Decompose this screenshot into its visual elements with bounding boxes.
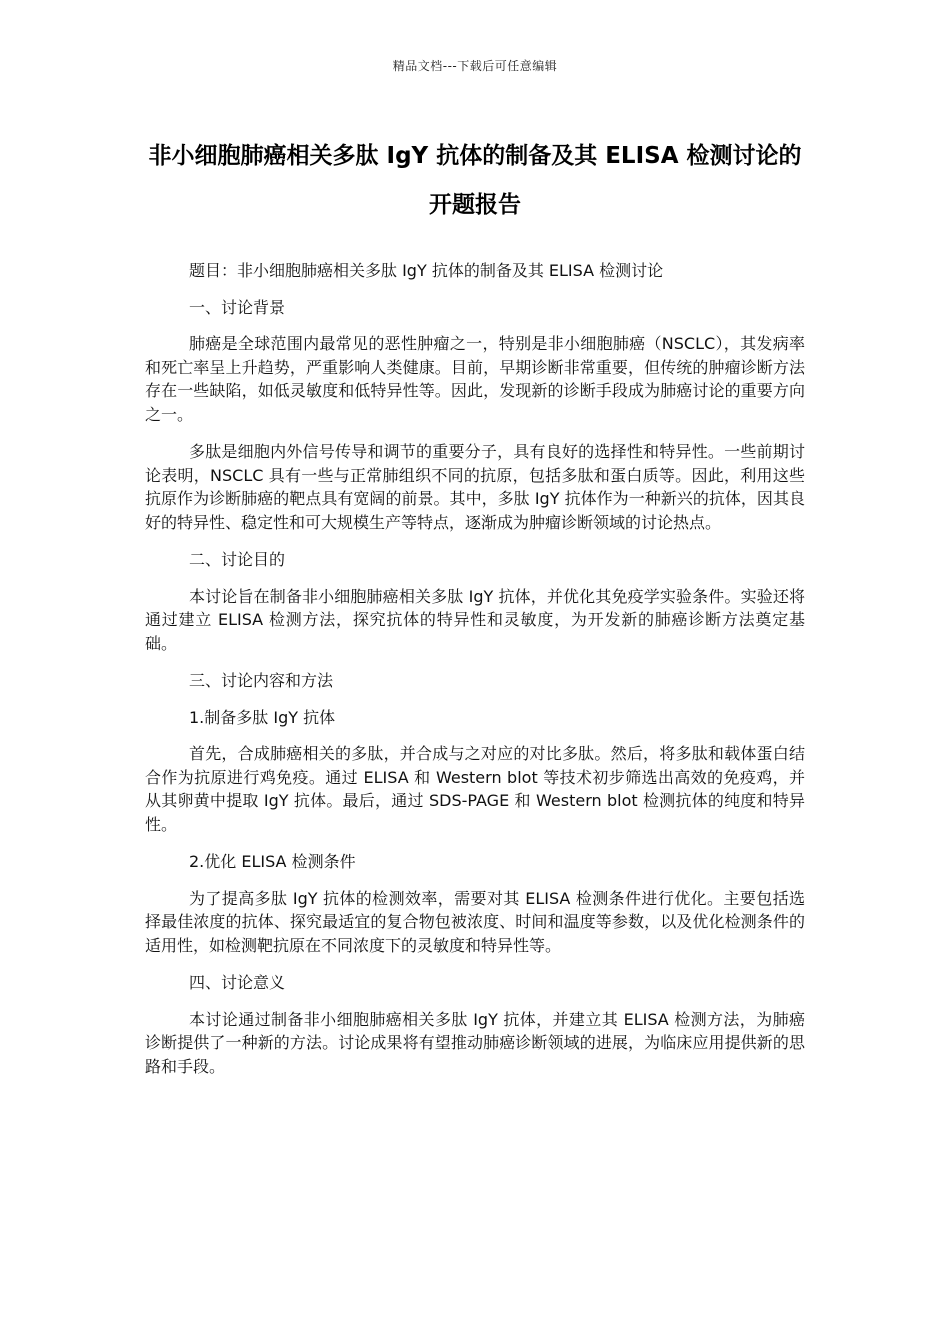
paragraph: 首先，合成肺癌相关的多肽，并合成与之对应的对比多肽。然后，将多肽和载体蛋白结合作为抗原进行鸡免疫。通过 ELISA 和 Western blot 等技术初步筛选出高效的免疫鸡，并从其卵黄中提取 IgY 抗体。最后，通过 SDS-PAGE 和 Western blot 检测抗体的纯度和特异性。 <box>145 744 805 834</box>
paragraph: 肺癌是全球范围内最常见的恶性肿瘤之一，特别是非小细胞肺癌（NSCLC），其发病率和死亡率呈上升趋势，严重影响人类健康。目前，早期诊断非常重要，但传统的肿瘤诊断方法存在一些缺陷，如低灵敏度和低特异性等。因此，发现新的诊断手段成为肺癌讨论的重要方向之一。 <box>145 334 805 424</box>
section-heading-methods: 三、讨论内容和方法 <box>189 671 334 690</box>
paragraph: 为了提高多肽 IgY 抗体的检测效率，需要对其 ELISA 检测条件进行优化。主要包括选择最佳浓度的抗体、探究最适宜的复合物包被浓度、时间和温度等参数，以及优化检测条件的适用性，如检测靶抗原在不同浓度下的灵敏度和特异性等。 <box>145 888 805 955</box>
document-title: 非小细胞肺癌相关多肽 IgY 抗体的制备及其 ELISA 检测讨论的开题报告 <box>148 143 802 218</box>
paragraph: 本讨论通过制备非小细胞肺癌相关多肽 IgY 抗体，并建立其 ELISA 检测方法，为肺癌诊断提供了一种新的方法。讨论成果将有望推动肺癌诊断领域的进展，为临床应用提供新的思路和手段。 <box>145 1009 805 1076</box>
subheading-antibody-prep: 1.制备多肽 IgY 抗体 <box>189 707 336 727</box>
section-heading-background: 一、讨论背景 <box>189 297 286 317</box>
document-body <box>145 259 805 1092</box>
subheading-elisa-optimization: 2.优化 ELISA 检测条件 <box>189 852 356 871</box>
paragraph: 多肽是细胞内外信号传导和调节的重要分子，具有良好的选择性和特异性。一些前期讨论表明，NSCLC 具有一些与正常肺组织不同的抗原，包括多肽和蛋白质等。因此，利用这些抗原作为诊断肺癌的靶点具有宽阔的前景。其中，多肽 IgY 抗体作为一种新兴的抗体，因其良好的特异性、稳定性和可大规模生产等特点，逐渐成为肿瘤诊断领域的讨论热点。 <box>145 442 805 532</box>
section-heading-purpose: 二、讨论目的 <box>189 550 286 569</box>
paragraph: 本讨论旨在制备非小细胞肺癌相关多肽 IgY 抗体，并优化其免疫学实验条件。实验还将通过建立 ELISA 检测方法，探究抗体的特异性和灵敏度，为开发新的肺癌诊断方法奠定基础。 <box>145 586 805 653</box>
section-heading-significance: 四、讨论意义 <box>189 973 286 992</box>
topic-line: 题目：非小细胞肺癌相关多肽 IgY 抗体的制备及其 ELISA 检测讨论 <box>189 261 664 280</box>
page-header: 精品文档---下载后可任意编辑 <box>392 59 558 73</box>
